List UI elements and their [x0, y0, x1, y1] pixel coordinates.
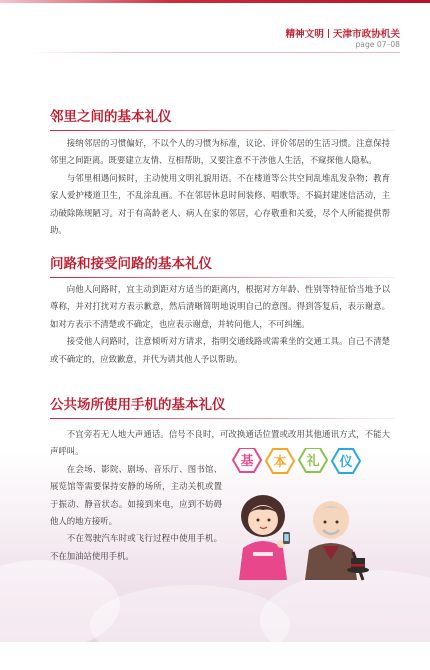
- section-rule: [50, 130, 395, 131]
- section-body: [50, 281, 390, 368]
- paragraph: 接受他人问路时，注意倾听对方请求，指明交通线路或需乘坐的交通工具。自己不清楚或不确定的，应致歉意，并代为请其他人予以帮助。: [50, 336, 390, 364]
- page-header: [0, 0, 430, 60]
- title-tiles: [233, 448, 360, 473]
- woman-figure: [239, 495, 287, 580]
- tile-char: 本: [273, 455, 287, 470]
- header-title-left: 精神文明: [285, 29, 324, 40]
- paragraph: 不宜旁若无人地大声通话。信号不良时，可改换通话位置或改用其他通讯方式，不能大声呼叫。: [50, 429, 390, 457]
- header-divider: [328, 29, 329, 38]
- section-title: 邻里之间的基本礼仪: [50, 109, 172, 125]
- illustration-graphic: [223, 448, 371, 586]
- header-title-right: 天津市政协机关: [332, 29, 400, 40]
- page-number: page 07–08: [355, 40, 400, 49]
- section-asking-directions: [50, 254, 390, 368]
- paragraph: 不在驾驶汽车时或飞行过程中使用手机。不在加油站使用手机。: [50, 533, 222, 561]
- section-heading: [50, 254, 390, 278]
- section-neighbors: [50, 107, 390, 239]
- tile-char: 仪: [339, 455, 353, 470]
- tile-char: 基: [240, 454, 254, 469]
- tile-char: 礼: [306, 454, 320, 469]
- section-heading: [50, 107, 390, 131]
- header-accent-bar: [0, 0, 430, 3]
- etiquette-illustration: [223, 448, 371, 586]
- phone-icon: [283, 532, 290, 544]
- paragraph: 向他人问路时，宜主动到距对方适当的距离内，根据对方年龄、性别等特征恰当地予以尊称，并对打扰对方表示歉意，然后清晰简明地说明自己的意图。得到答复后，表示谢意。如对方表示不清楚或不确定，也应表示谢意，并转问他人，不可纠缠。: [50, 284, 390, 329]
- paragraph: 在会场、影院、剧场、音乐厅、图书馆、展览馆等需要保持安静的场所，主动关机或置于振动、静音状态。如接到来电，应到不妨碍他人的地方接听。: [50, 463, 222, 527]
- section-rule: [50, 277, 395, 278]
- paragraph: 与邻里相遇问候时，主动使用文明礼貌用语。不在楼道等公共空间乱堆乱发杂物；教育家人爱护楼道卫生，不乱涂乱画。不在邻居休息时间装修、唱歌等。不搞封建迷信活动，主动破除陈规陋习。对于有高龄老人、病人在家的邻居，心存敬重和关爱，尽个人所能提供帮助。: [50, 172, 390, 236]
- header-title: [285, 26, 400, 40]
- section-title: 问路和接受问路的基本礼仪: [50, 256, 212, 272]
- section-heading: [50, 395, 390, 419]
- header-rule: [30, 52, 400, 53]
- section-body: [50, 135, 390, 239]
- section-rule: [50, 418, 395, 419]
- paragraph: 接纳邻居的习惯偏好，不以个人的习惯为标准，议论、评价邻居的生活习惯。注意保持邻里之间距离。既要建立友情、互相帮助，又要注意不干涉他人生活，不窥探他人隐私。: [50, 138, 390, 166]
- section-title: 公共场所使用手机的基本礼仪: [50, 397, 226, 413]
